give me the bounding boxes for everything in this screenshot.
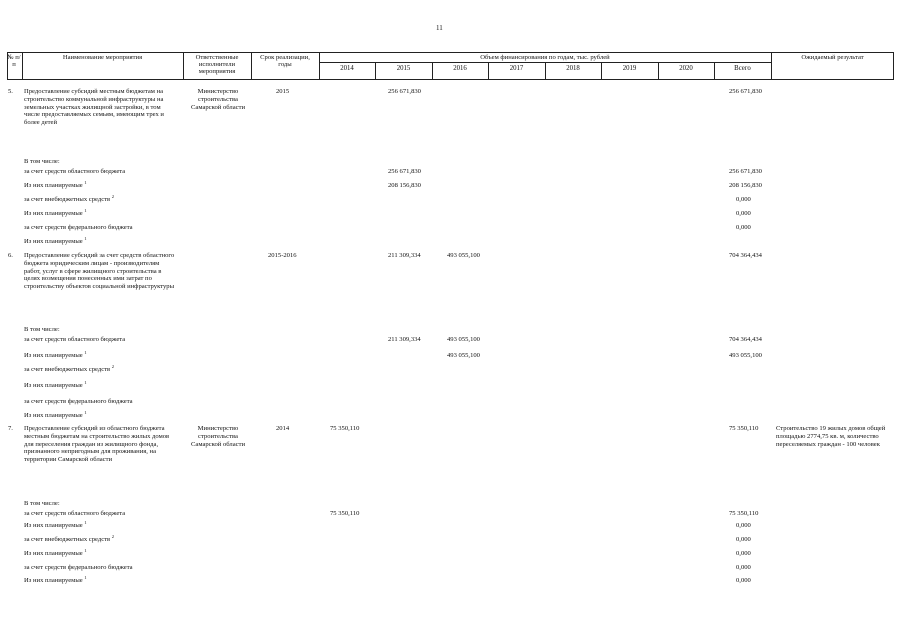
- amount-total: 208 156,830: [729, 182, 762, 189]
- year-divider: [658, 62, 659, 80]
- amount-y2015: 211 309,334: [388, 252, 421, 259]
- header-divider: [183, 52, 184, 80]
- row-number: 5.: [8, 88, 13, 95]
- amount-total: 493 055,100: [729, 352, 762, 359]
- year-divider: [432, 62, 433, 80]
- funding-source-label: Из них планируемые $^1$: [24, 519, 87, 529]
- executor: Министерство строительства Самарской области: [191, 425, 245, 448]
- header-year: 2018: [566, 65, 580, 72]
- header-year: 2019: [622, 65, 637, 72]
- term: 2015: [276, 88, 290, 95]
- amount-total: 0,000: [736, 210, 751, 217]
- footnote-marker: 1: [84, 379, 87, 385]
- funding-source-label: за счет внебюджетных средств $^2$: [24, 193, 115, 203]
- amount-total: 0,000: [736, 564, 751, 571]
- header-year: 2014: [340, 65, 354, 72]
- header-name: Наименование мероприятия: [62, 54, 143, 61]
- funding-source-label: за счет средств федерального бюджета: [24, 398, 133, 405]
- footnote-marker: 1: [84, 547, 87, 553]
- year-divider: [375, 62, 376, 80]
- amount-y2014: 75 350,110: [330, 510, 360, 517]
- header-term: Срок реализации, годы: [260, 54, 310, 69]
- header-year: 2017: [509, 65, 524, 72]
- funding-source-label: В том числе:: [24, 500, 60, 507]
- header-num: № п/п: [7, 54, 21, 69]
- page-number: 11: [436, 24, 443, 32]
- header-result: Ожидаемый результат: [801, 54, 864, 61]
- expected-result: Строительство 19 жилых домов общей площадью 2774,75 кв. м, количество переселяемых граждан - 100 человек: [776, 425, 886, 448]
- funding-source-label: за счет средств федерального бюджета: [24, 224, 133, 231]
- year-divider: [488, 62, 489, 80]
- amount-total: 0,000: [736, 224, 751, 231]
- amount-y2014: 75 350,110: [330, 425, 360, 432]
- footnote-marker: 1: [84, 235, 87, 241]
- amount-y2016: 493 055,100: [447, 252, 480, 259]
- funding-source-label: Из них планируемые $^1$: [24, 179, 87, 189]
- header-year: 2016: [453, 65, 467, 72]
- funding-source-label: за счет средств областного бюджета: [24, 510, 126, 517]
- amount-total: 704 364,434: [729, 336, 762, 343]
- amount-y2015: 256 671,830: [388, 88, 421, 95]
- term: 2015-2016: [268, 252, 297, 259]
- footnote-marker: 1: [84, 409, 87, 415]
- year-divider: [714, 62, 715, 80]
- amount-total: 0,000: [736, 522, 751, 529]
- footnote-marker: 2: [111, 193, 115, 199]
- header-year: Всего: [734, 65, 751, 72]
- amount-y2016: 493 055,100: [447, 352, 480, 359]
- funding-source-label: за счет внебюджетных средств $^2$: [24, 363, 115, 373]
- funding-source-label: за счет средств областного бюджета: [24, 336, 126, 343]
- footnote-marker: 2: [111, 363, 115, 369]
- amount-total: 0,000: [736, 196, 751, 203]
- header-divider: [251, 52, 252, 80]
- footnote-marker: 1: [84, 574, 87, 580]
- term: 2014: [276, 425, 290, 432]
- measure-name: Предоставление субсидий из областного бюджета местным бюджетам на строительство жилых домов для переселения граждан из жилищного фонда, признанного непригодным для проживания, на территории Самарской области: [24, 425, 170, 464]
- funding-source-label: Из них планируемые $^1$: [24, 574, 87, 584]
- funding-source-label: Из них планируемые $^1$: [24, 349, 87, 359]
- funding-source-label: Из них планируемые $^1$: [24, 547, 87, 557]
- funding-source-label: за счет средств областного бюджета: [24, 168, 126, 175]
- amount-total: 0,000: [736, 536, 751, 543]
- amount-y2015: 208 156,830: [388, 182, 421, 189]
- footnote-marker: 1: [84, 179, 87, 185]
- year-divider: [601, 62, 602, 80]
- header-year: 2015: [396, 65, 411, 72]
- row-number: 6.: [8, 252, 13, 259]
- executor: Министерство строительства Самарской области: [191, 88, 245, 111]
- header-executor: Ответственные исполнители мероприятия: [195, 54, 239, 76]
- funding-source-label: В том числе:: [24, 326, 60, 333]
- amount-y2015: 256 671,830: [388, 168, 421, 175]
- funding-source-label: Из них планируемые $^1$: [24, 207, 87, 217]
- footnote-marker: 2: [111, 533, 115, 539]
- amount-y2016: 493 055,100: [447, 336, 480, 343]
- header-year: 2020: [679, 65, 693, 72]
- funding-source-label: за счет внебюджетных средств $^2$: [24, 533, 115, 543]
- amount-total: 704 364,434: [729, 252, 762, 259]
- row-number: 7.: [8, 425, 13, 432]
- header-funding: Объем финансирования по годам, тыс. рублей: [480, 54, 610, 61]
- amount-total: 256 671,830: [729, 88, 762, 95]
- footnote-marker: 1: [84, 519, 87, 525]
- funding-source-label: Из них планируемые $^1$: [24, 409, 87, 419]
- amount-total: 0,000: [736, 577, 751, 584]
- amount-total: 256 671,830: [729, 168, 762, 175]
- footnote-marker: 1: [84, 349, 87, 355]
- footnote-marker: 1: [84, 207, 87, 213]
- amount-total: 75 350,110: [729, 510, 759, 517]
- funding-source-label: за счет средств федерального бюджета: [24, 564, 133, 571]
- funding-source-label: Из них планируемые $^1$: [24, 235, 87, 245]
- measure-name: Предоставление субсидий местным бюджетам на строительство коммунальной инфраструктуры на земельных участках жилищной застройки, в том числе предоставляемых семьям, имеющим трех и более детей: [24, 88, 164, 127]
- funding-source-label: В том числе:: [24, 158, 60, 165]
- amount-total: 75 350,110: [729, 425, 759, 432]
- funding-source-label: Из них планируемые $^1$: [24, 379, 87, 389]
- amount-total: 0,000: [736, 550, 751, 557]
- year-divider: [545, 62, 546, 80]
- measure-name: Предоставление субсидий за счет средств областного бюджета юридическим лицам - производителям работ, услуг в сфере жилищного строительства в целях возмещения понесенных ими затрат по строительству объектов социальной инфраструктуры: [24, 252, 175, 291]
- amount-y2015: 211 309,334: [388, 336, 421, 343]
